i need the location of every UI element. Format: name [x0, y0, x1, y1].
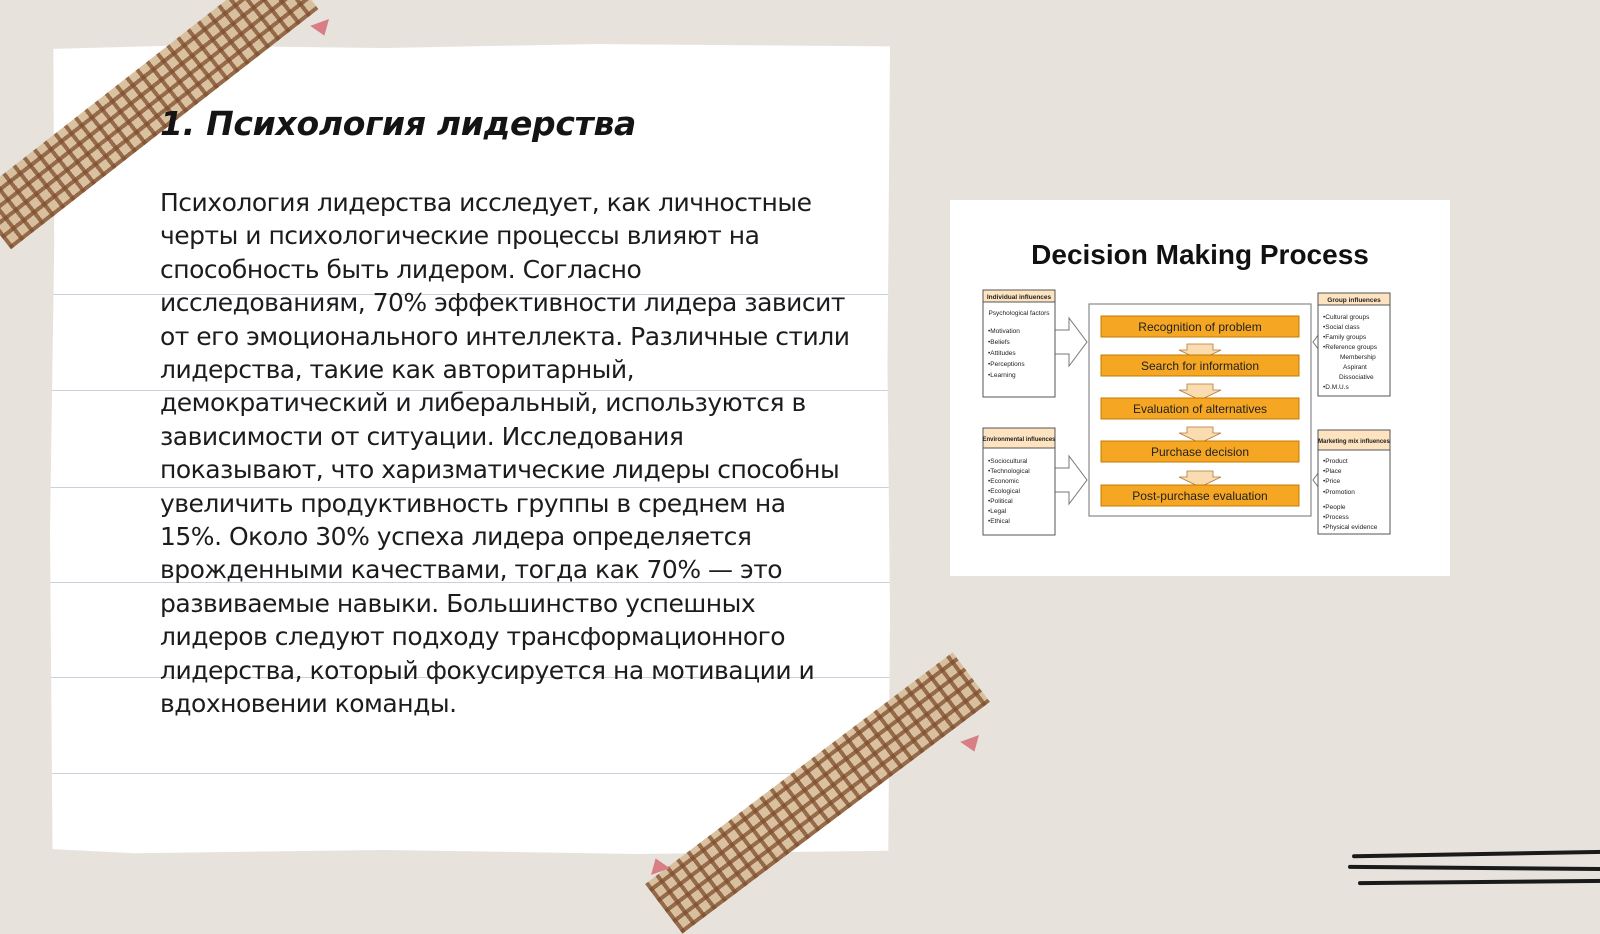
- group-influences-box: [1318, 293, 1390, 396]
- box-item: •Physical evidence: [1323, 524, 1378, 531]
- box-item: •Reference groups: [1323, 344, 1377, 351]
- box-item: •Process: [1323, 514, 1349, 521]
- diagram-title: Decision Making Process: [1031, 239, 1369, 270]
- box-item: •Family groups: [1323, 334, 1367, 341]
- process-step-label: Evaluation of alternatives: [1132, 402, 1268, 416]
- box-item: •Place: [1323, 468, 1342, 475]
- box-item: •Ethical: [988, 518, 1010, 525]
- box-item: •Price: [1323, 478, 1341, 485]
- box-item: •Political: [988, 498, 1013, 505]
- box-header: Group influences: [1327, 297, 1381, 304]
- brush-stroke-decoration: [1348, 865, 1600, 871]
- influence-arrow-right: [1055, 318, 1087, 366]
- box-item: •Attitudes: [988, 350, 1016, 357]
- influence-arrow-right: [1055, 456, 1087, 504]
- process-step-label: Search for information: [1140, 359, 1260, 373]
- box-item: •Beliefs: [988, 339, 1010, 346]
- brush-stroke-decoration: [1358, 879, 1600, 885]
- process-step-label: Purchase decision: [1150, 445, 1250, 459]
- box-item: •Learning: [988, 372, 1016, 379]
- box-item: •Legal: [988, 508, 1007, 515]
- box-item: •Perceptions: [988, 361, 1025, 368]
- tape-corner-decoration: [960, 735, 984, 755]
- environmental-influences-box: [982, 428, 1056, 535]
- box-item: Dissociative: [1339, 374, 1374, 381]
- box-item: •Ecological: [988, 488, 1020, 495]
- tape-corner-decoration: [310, 19, 334, 39]
- box-item: •Technological: [988, 468, 1030, 475]
- box-item: Membership: [1340, 354, 1376, 361]
- box-item: •Economic: [988, 478, 1019, 485]
- slide-title: 1. Психология лидерства: [160, 104, 637, 143]
- box-header: Environmental influences: [982, 437, 1056, 443]
- process-step-label: Recognition of problem: [1138, 320, 1262, 334]
- box-header: Individual influences: [986, 294, 1052, 301]
- box-item: •Sociocultural: [988, 458, 1028, 465]
- box-item: •Social class: [1323, 324, 1360, 331]
- box-header: Marketing mix influences: [1318, 439, 1390, 445]
- box-item: •Cultural groups: [1323, 314, 1370, 321]
- slide-body-text: Психология лидерства исследует, как личностные черты и психологические процессы влияют на способность быть лидером. Согласно исследованиям, 70% эффективности лидера зависит от его эмоционального интеллекта. Различные стили лидерства, такие как авторитарный, демократический и либеральный, используются в зависимости от ситуации. Исследования показывают, что харизматические лидеры способны увеличить продуктивность группы в среднем на 15%. Около 30% успеха лидера определяется врожденными качествами, тогда как 70% — это развиваемые навыки. Большинство успешных лидеров следуют подходу трансформационного лидерства, который фокусируется на мотивации и вдохновении команды.: [160, 188, 850, 719]
- paper-rule-line: [50, 773, 890, 774]
- box-item: •People: [1323, 504, 1346, 511]
- individual-influences-box: [983, 290, 1055, 397]
- process-step-label: Post-purchase evaluation: [1132, 489, 1268, 503]
- box-item: •D.M.U.s: [1323, 384, 1349, 391]
- box-item: •Product: [1323, 458, 1348, 465]
- box-item: •Motivation: [988, 328, 1020, 335]
- box-item: Aspirant: [1343, 364, 1367, 371]
- brush-stroke-decoration: [1352, 850, 1600, 859]
- box-item: •Promotion: [1323, 489, 1355, 496]
- box-subheader: Psychological factors: [988, 310, 1050, 317]
- marketing-mix-influences-box: [1318, 430, 1391, 534]
- decision-making-diagram: [950, 200, 1450, 576]
